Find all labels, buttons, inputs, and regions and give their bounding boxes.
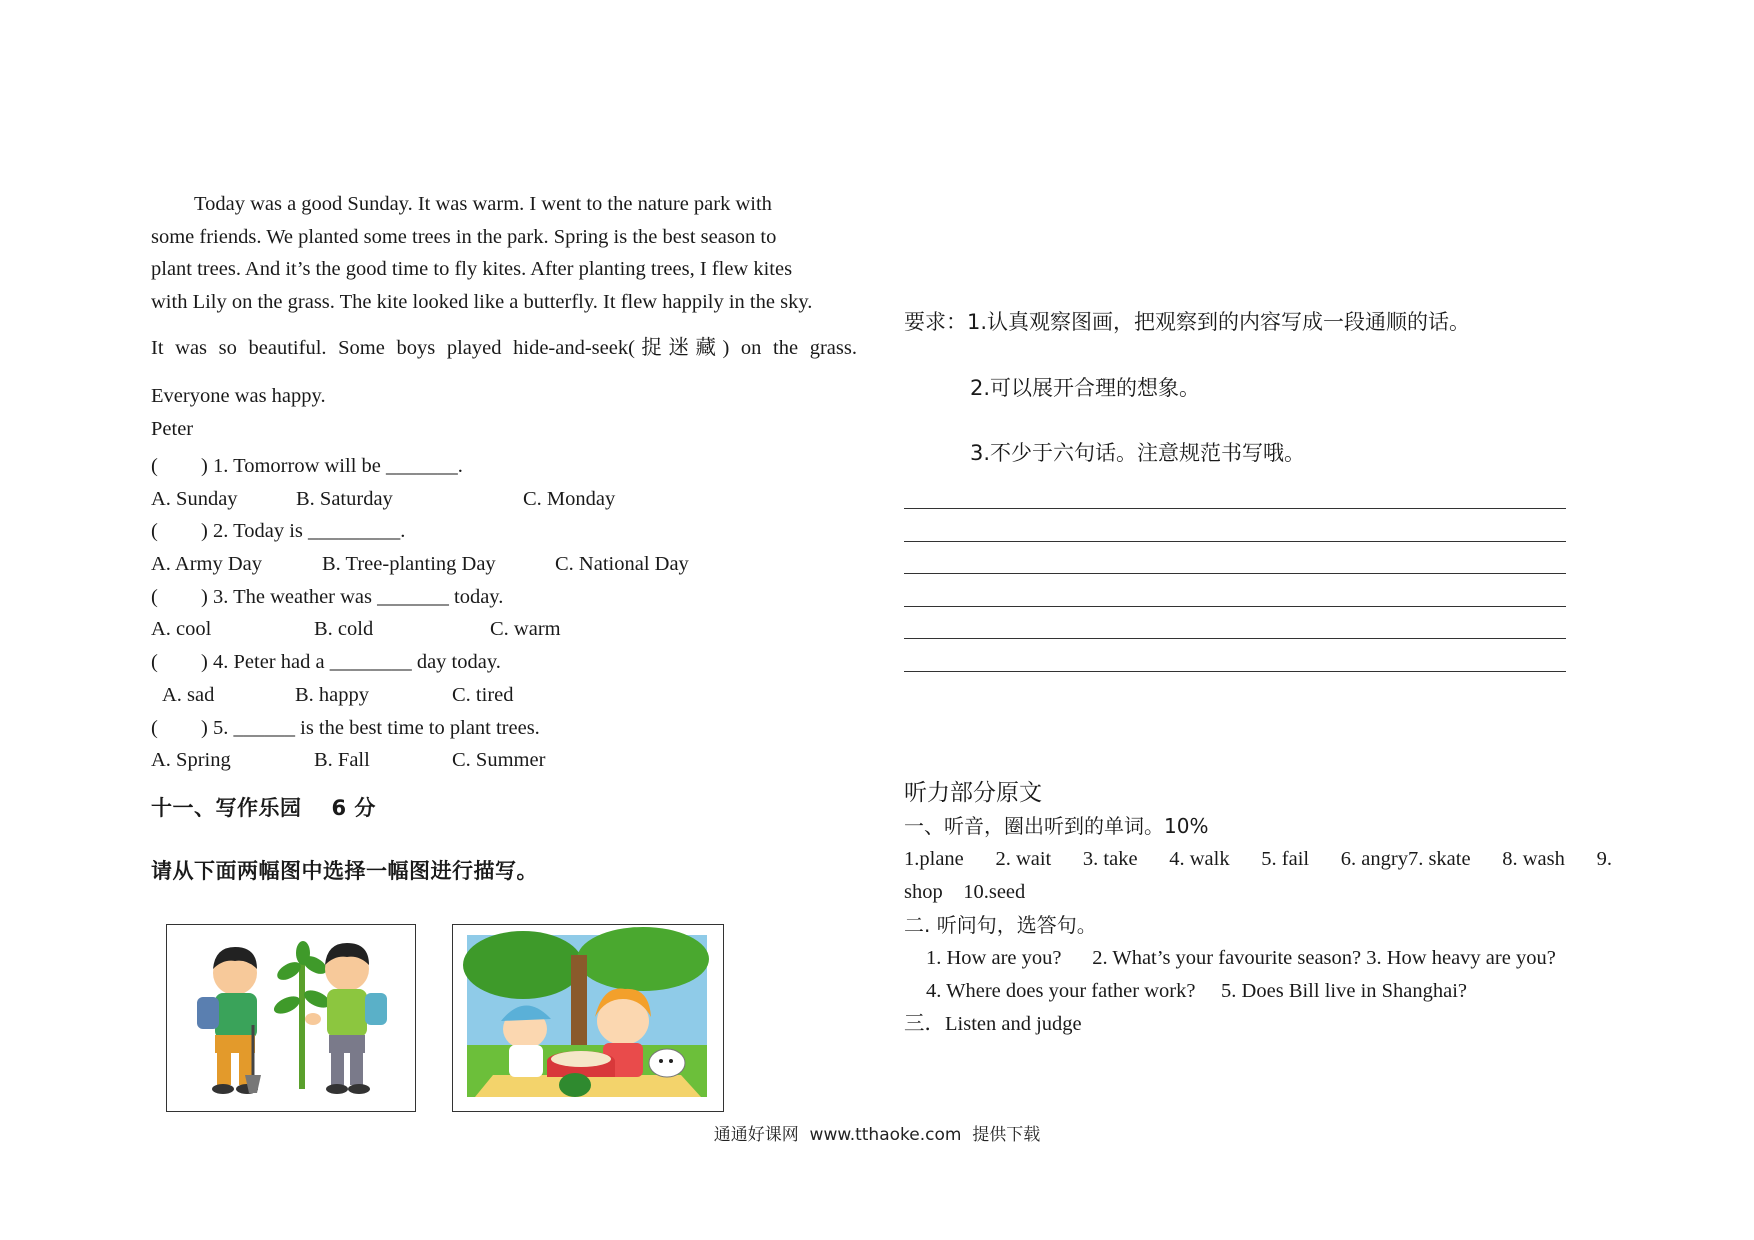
answer-bracket-open: ( — [151, 585, 158, 608]
writing-line[interactable] — [904, 508, 1566, 509]
listening-word: 4. walk — [1169, 848, 1230, 870]
writing-prompt: 请从下面两幅图中选择一幅图进行描写。 — [151, 859, 538, 883]
option-a: A. Spring — [151, 749, 231, 772]
question-list — [151, 450, 871, 777]
option-c: C. warm — [490, 618, 561, 641]
answer-bracket-open: ( — [151, 520, 158, 543]
answer-bracket-close: ) — [201, 716, 208, 739]
listening-word: 5. fail — [1261, 848, 1310, 870]
answer-bracket-open: ( — [151, 455, 158, 477]
listening-part3-heading: 三．Listen and judge — [904, 1013, 1082, 1035]
picnic-picture[interactable] — [452, 924, 724, 1112]
footer-credit: 通通好课网 www.tthaoke.com 提供下载 — [713, 1125, 1041, 1145]
writing-line[interactable] — [904, 671, 1566, 672]
listening-transcript — [904, 776, 1624, 1041]
question-row — [151, 712, 871, 745]
answer-bracket-open: ( — [151, 651, 158, 674]
option-a: A. cool — [151, 618, 212, 641]
option-b: B. Fall — [314, 749, 370, 772]
question-row — [151, 581, 871, 614]
answer-bracket-open: ( — [151, 716, 158, 739]
passage-signature: Peter — [151, 418, 194, 440]
option-row — [151, 613, 871, 646]
listening-title: 听力部分原文 — [904, 780, 1042, 806]
option-row — [151, 483, 871, 516]
writing-area[interactable] — [904, 508, 1566, 703]
writing-line[interactable] — [904, 606, 1566, 607]
option-c: C. Summer — [452, 749, 546, 772]
option-b: B. Saturday — [296, 487, 393, 510]
answer-bracket-close: ) — [201, 651, 208, 674]
picnic-illustration — [453, 925, 722, 1110]
option-row — [151, 744, 871, 777]
option-a: A. Army Day — [151, 553, 263, 576]
option-c: C. tired — [452, 683, 514, 706]
option-a: A. Sunday — [151, 487, 238, 510]
passage-line: with Lily on the grass. The kite looked like a butterfly. It flew happily in the sky. — [151, 290, 813, 313]
question-text: 2. Today is _________. — [213, 520, 406, 543]
requirement-item: 3.不少于六句话。注意规范书写哦。 — [970, 441, 1306, 465]
option-b: B. happy — [295, 683, 370, 706]
requirement-item: 2.可以展开合理的想象。 — [970, 376, 1201, 400]
listening-part2-heading: 二. 听问句，选答句。 — [904, 913, 1097, 937]
question-text: 4. Peter had a ________ day today. — [213, 651, 501, 674]
option-row — [151, 679, 871, 712]
question-row — [151, 450, 871, 483]
option-c: C. National Day — [555, 553, 689, 576]
writing-line[interactable] — [904, 573, 1566, 574]
answer-bracket-close: ) — [201, 585, 208, 608]
requirement-text: 1.认真观察图画，把观察到的内容写成一段通顺的话。 — [967, 310, 1471, 334]
passage-line: It was so beautiful. Some boys played hide-and-seek(捉迷藏) on the grass. — [151, 337, 857, 359]
option-row — [151, 548, 871, 581]
answer-bracket-close: ) — [201, 520, 208, 543]
listening-word: 3. take — [1082, 848, 1138, 870]
writing-line[interactable] — [904, 541, 1566, 542]
reading-passage — [151, 188, 857, 318]
question-text: 5. ______ is the best time to plant trees. — [213, 716, 540, 739]
section-heading — [151, 792, 376, 822]
listening-word: 1.plane — [904, 848, 964, 870]
passage-line: some friends. We planted some trees in the park. Spring is the best season to — [151, 225, 777, 248]
section-points: 6 分 — [331, 796, 376, 820]
writing-line[interactable] — [904, 638, 1566, 639]
requirement-label: 要求： — [904, 310, 967, 334]
listening-question-line: 1. How are you? 2. What’s your favourite season? 3. How heavy are you? — [926, 947, 1556, 969]
listening-part1-heading: 一、听音，圈出听到的单词。10% — [904, 814, 1209, 838]
option-a: A. sad — [162, 683, 215, 706]
passage-line: Today was a good Sunday. It was warm. I went to the nature park with — [194, 193, 772, 215]
question-row — [151, 515, 871, 548]
listening-word: 8. wash — [1502, 848, 1565, 870]
listening-word: 6. angry7. skate — [1340, 848, 1471, 870]
question-text: 3. The weather was _______ today. — [213, 585, 504, 608]
passage-line: Everyone was happy. — [151, 385, 326, 407]
passage-line: plant trees. And it’s the good time to fly kites. After planting trees, I flew kites — [151, 258, 793, 280]
requirement-item — [904, 306, 1470, 336]
reading-passage-continued — [151, 332, 857, 412]
question-row — [151, 646, 871, 679]
listening-question-line: 4. Where does your father work? 5. Does Bill live in Shanghai? — [926, 980, 1468, 1002]
answer-bracket-close: ) — [201, 455, 208, 477]
option-b: B. cold — [314, 618, 374, 641]
listening-word: 9. — [1596, 848, 1612, 870]
listening-word-list — [904, 843, 1612, 876]
question-text: 1. Tomorrow will be _______. — [213, 455, 463, 477]
listening-word: 2. wait — [995, 848, 1052, 870]
option-b: B. Tree-planting Day — [322, 553, 496, 576]
listening-word-list-continued: shop 10.seed — [904, 881, 1026, 903]
section-title: 十一、写作乐园 — [151, 796, 302, 820]
option-c: C. Monday — [523, 487, 616, 510]
tree-planting-picture[interactable] — [166, 924, 416, 1112]
tree-planting-illustration — [167, 925, 414, 1110]
